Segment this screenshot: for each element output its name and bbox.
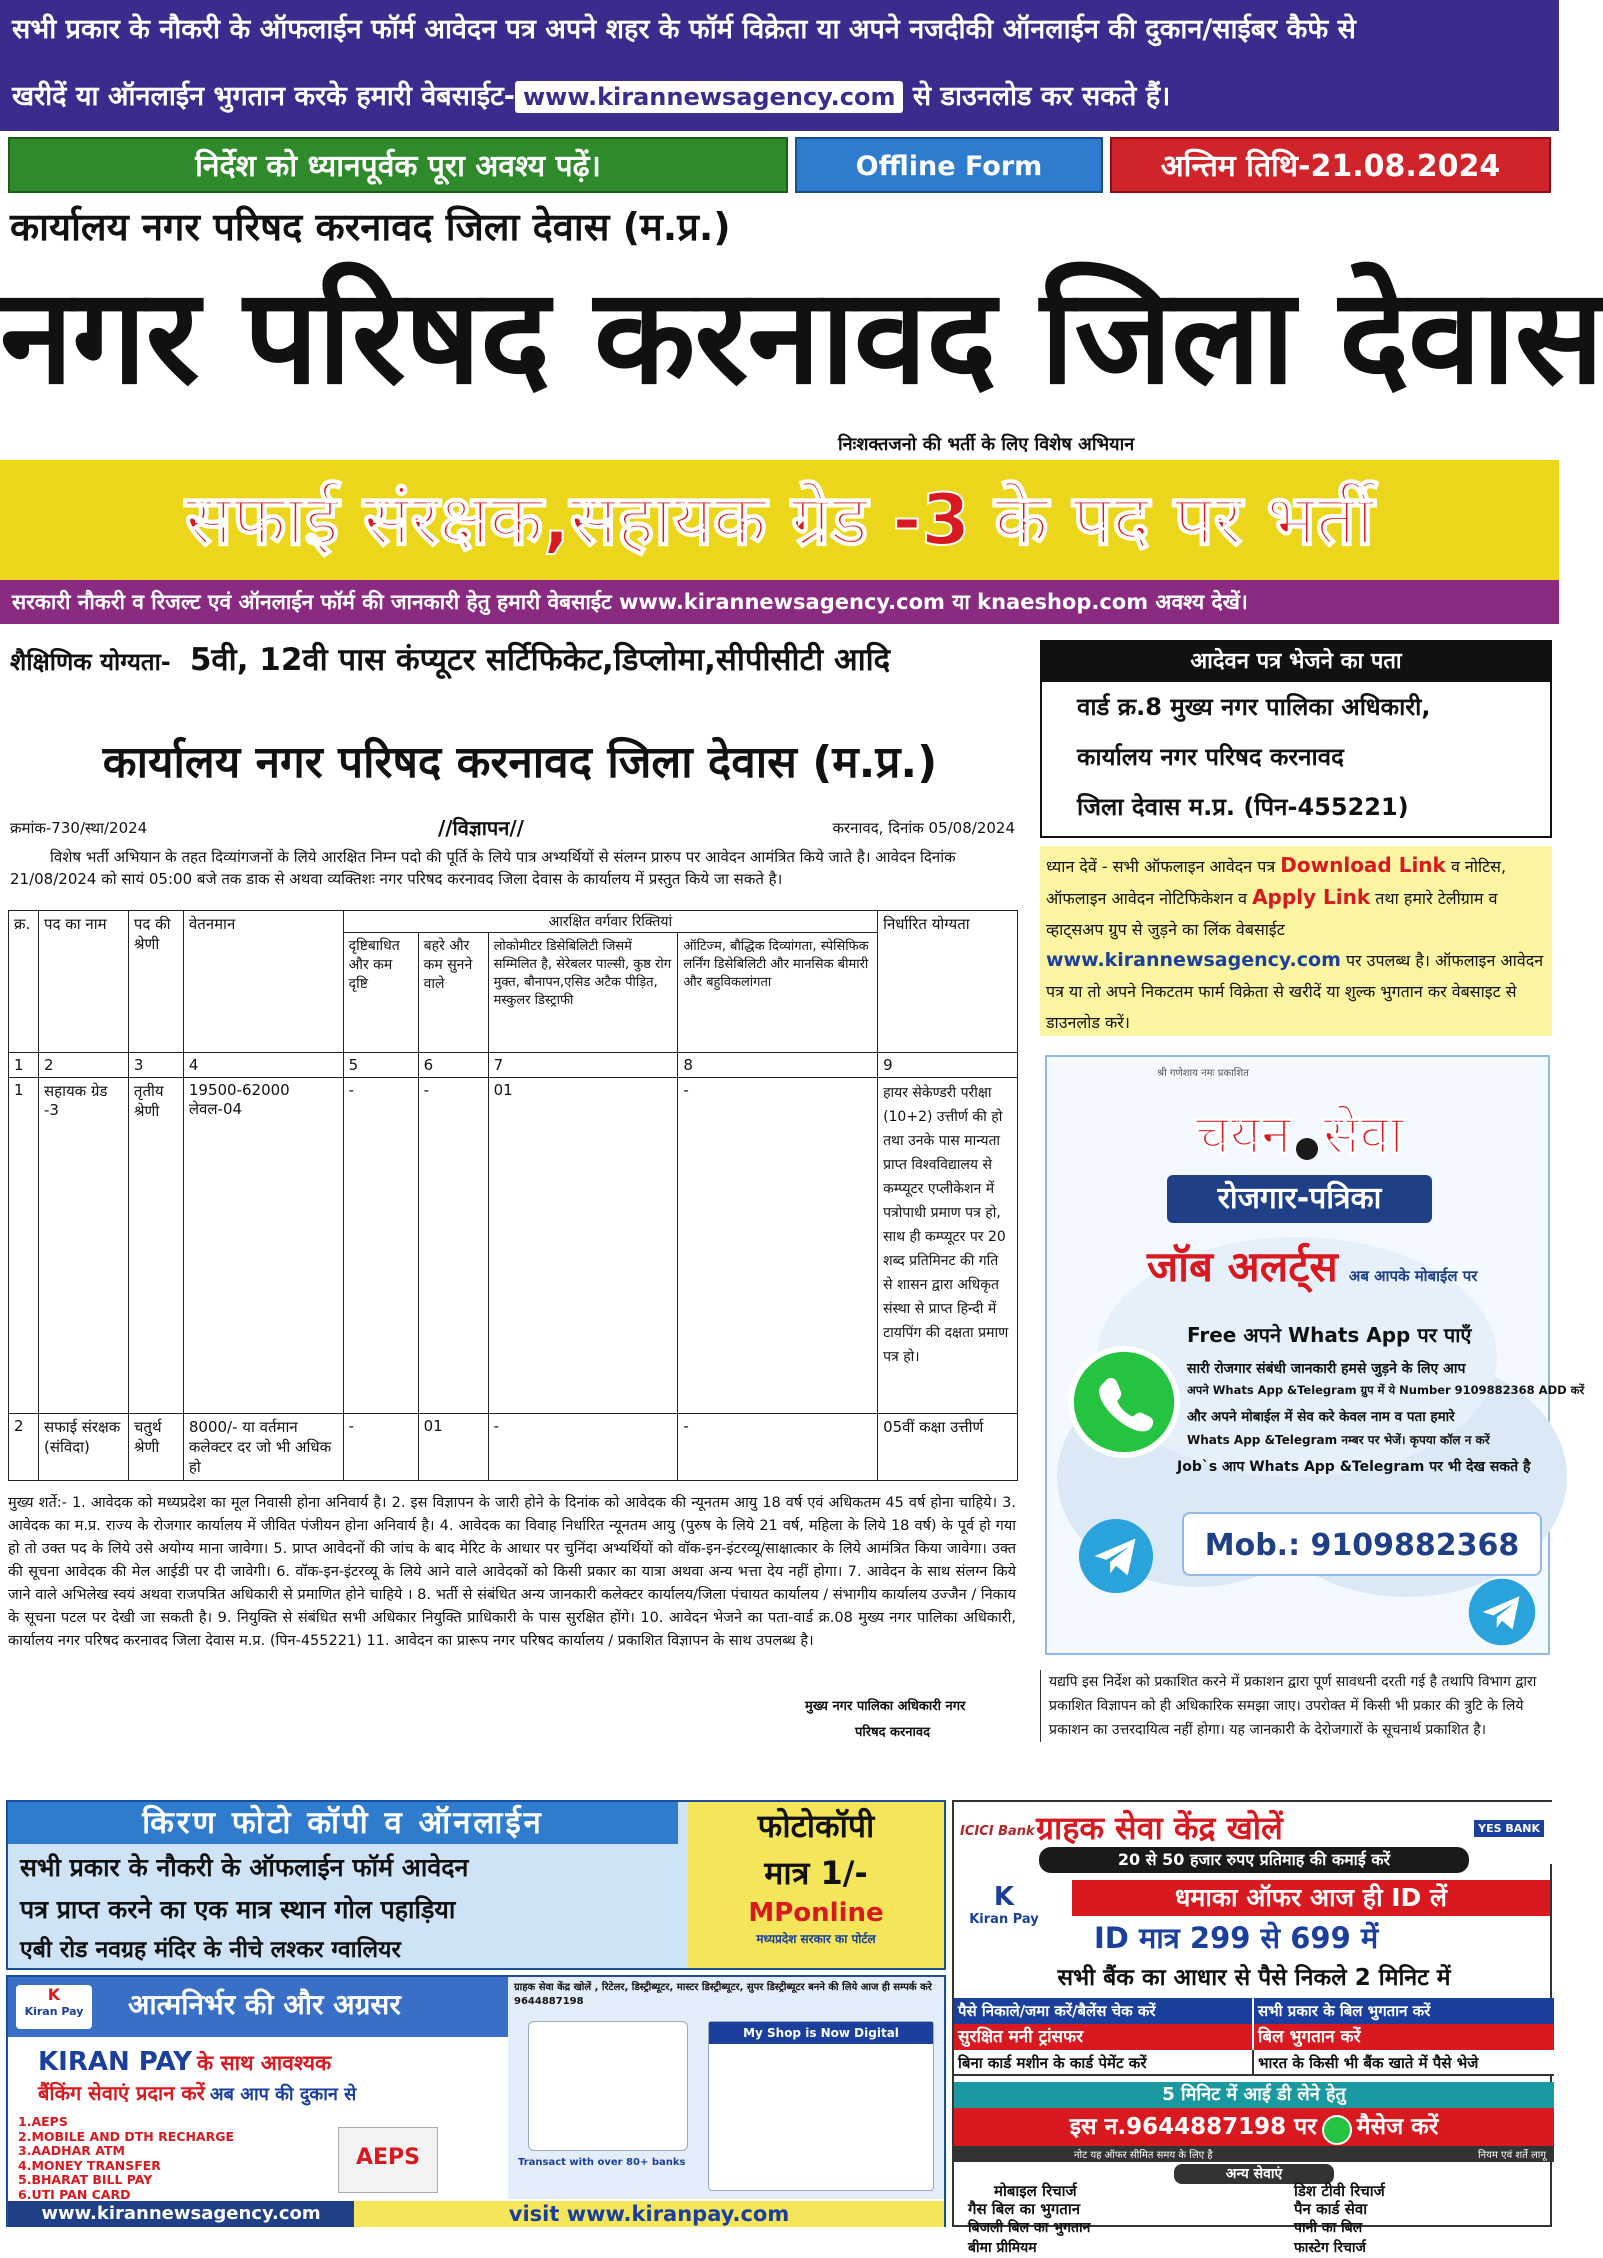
cell-locomotor: 01 (488, 1078, 678, 1414)
top-banner-line2a: खरीदें या ऑनलाईन भुगतान करके हमारी वेबसाईट- (12, 81, 515, 112)
kiranpay-right-panel (508, 1977, 944, 2199)
disclaimer: यद्यपि इस निर्देश को प्रकाशित करने में प्रकाशन द्वारा पूर्ण सावधनी दरती गई है तथापि विभाग द्वारा प्रकाशित विज्ञापन को ही अधिकारिक समझा जाए। उपरोक्त में किसी भी प्रकार की त्रुटि के लिये प्रकाशन का उत्तरदायित्व नहीं होगा। यह जानकारी के देरोजगारों के सूचनार्थ प्रकाशित है। (1040, 1670, 1552, 1742)
chayan-free: Free अपने Whats App पर पाएँ (1187, 1323, 1472, 1347)
kiranpay-with: के साथ आवश्यक (197, 2051, 332, 2075)
kendra-logo (964, 1882, 1044, 1940)
yes-bank-logo: YES BANK (1474, 1820, 1544, 1837)
service-item: मोबाइल रिचार्ज (994, 2182, 1077, 2200)
service-item: बीमा प्रीमियम (968, 2240, 1037, 2256)
attention-text1: ध्यान देवें - सभी ऑफलाइन आवेदन पत्र (1046, 857, 1276, 876)
cell-hearing: 01 (418, 1414, 488, 1481)
notice-sign2: परिषद करनावद (855, 1725, 931, 1740)
cell-post: सफाई संरक्षक (संविदा) (38, 1414, 128, 1481)
chayan-brand-a: चयन (1195, 1103, 1291, 1166)
kendra-cell: बिना कार्ड मशीन के कार्ड पेमेंट करें (954, 2050, 1254, 2074)
kendra-cell: भारत के किसी भी बैंक खाते में पैसे भेजे (1258, 2054, 1479, 2072)
qualification-label: शैक्षिणिक योग्यता- (10, 648, 171, 676)
notice-sign1: मुख्य नगर पालिका अधिकारी नगर (805, 1699, 966, 1714)
kiranpay-ad (6, 1975, 946, 2227)
kendra-note2: नियम एवं शर्ते लागू (1477, 2150, 1546, 2161)
info-strip (0, 580, 1559, 624)
telegram-icon (1467, 1577, 1537, 1647)
list-item: 6.UTI PAN CARD (18, 2186, 131, 2202)
cell-pay: 19500-62000 लेवल-04 (183, 1078, 343, 1414)
kiran-ad-line2: पत्र प्राप्त करने का एक मात्र स्थान गोल पहाड़िया (20, 1895, 456, 1924)
photocopy-price: मात्र 1/- (764, 1854, 868, 1892)
cell-autism: - (678, 1414, 878, 1481)
kiran-ad-line1: सभी प्रकार के नौकरी के ऑफलाईन फॉर्म आवेदन (20, 1853, 469, 1882)
num-cell: 6 (418, 1053, 488, 1078)
kendra-cell: पैसे निकाले/जमा करें/बैलेंस चेक करें (954, 1998, 1254, 2024)
qualification-row (10, 638, 1030, 688)
mponline-sub: मध्यप्रदेश सरकार का पोर्टल (756, 1932, 876, 1946)
list-item: 4.MONEY TRANSFER (18, 2157, 161, 2173)
list-item: 5.BHARAT BILL PAY (18, 2172, 153, 2187)
list-item: 1.AEPS (18, 2114, 68, 2129)
chayan-tiny: श्री गणेशाय नमः प्रकाशित (1157, 1068, 1249, 1079)
cell-category: तृतीय श्रेणी (128, 1078, 183, 1414)
top-banner-line1: सभी प्रकार के नौकरी के ऑफलाईन फॉर्म आवेदन पत्र अपने शहर के फॉर्म विक्रेता या अपने नजदीकी ऑनलाईन की दुकान/साईबर कैफे से (12, 14, 1356, 45)
kiranpay-transact: Transact with over 80+ banks (518, 2157, 686, 2168)
service-item: फास्टेग रिचार्ज (1294, 2240, 1366, 2256)
kiranpay-services-list (18, 2115, 234, 2202)
notice-intro: विशेष भर्ती अभियान के तहत दिव्यांगजनों के लिये आरक्षित निम्न पदो की पूर्ति के लिये पात्र अभ्यर्थियों से संलग्न प्रारुप पर आवेदन आमंत्रित किये जाते है। आवेदन दिनांक 21/08/2024 को सायं 05:00 बजे तक डाक से अथवा व्यक्तिशः नगर परिषद करनावद जिला देवास के कार्यालय में प्रस्तुत किये जा सकते है। (10, 848, 956, 888)
address-line3: जिला देवास म.प्र. (पिन-455221) (1077, 793, 1409, 821)
kendra-aadhar: सभी बैंक का आधार से पैसे निकले 2 मिनिट में (1057, 1965, 1451, 1991)
apply-link[interactable]: Apply Link (1252, 885, 1371, 909)
attention-text3: तथा हमारे टेलीग्राम व व्हाट्सअप ग्रुप से जुड़ने का लिंक वेबसाईट (1046, 889, 1498, 939)
chayan-line4: Whats App &Telegram नम्बर पर भेजें। कृपया कॉल न करें (1187, 1433, 1490, 1447)
kiran-ad-title: किरण फोटो कॉपी व ऑनलाईन (8, 1802, 678, 1844)
service-item: पैन कार्ड सेवा (1294, 2200, 1368, 2218)
kiranpay-logo (16, 1985, 92, 2029)
photocopy-label: फोटोकॉपी (757, 1807, 875, 1845)
chayan-mobile[interactable]: Mob.: 9109882368 (1182, 1512, 1542, 1576)
th-locomotor: लोकोमीटर डिसेबिलिटी जिसमें सम्मिलित है, सेरेबलर पाल्सी, कुष्ठ रोग मुक्त, बौनापन,एसिड अटैक पीड़ित, मस्कुलर डिस्ट्राफी (488, 933, 678, 1053)
attention-text2: व नोटिस, ऑफलाइन आवेदन नोटिफिकेशन व (1046, 857, 1507, 908)
cell-qualification: 05वीं कक्षा उत्तीर्ण (878, 1414, 1018, 1481)
th-autism: ऑटिज्म, बौद्धिक दिव्यांगता, स्पेसिफिक लर्निंग डिसेबिलिटी और मानसिक बीमारी और बहुविकलांगता (678, 933, 878, 1053)
num-cell: 8 (678, 1053, 878, 1078)
cell-post: सहायक ग्रेड -3 (38, 1078, 128, 1414)
list-item: 3.AADHAR ATM (18, 2143, 125, 2158)
kiran-ad-line3: एबी रोड नवग्रह मंदिर के नीचे लश्कर ग्वालियर (20, 1937, 401, 1963)
chayan-seva-ad (1045, 1055, 1585, 1655)
chayan-line1: सारी रोजगार संबंधी जानकारी हमसे जुड़ने के लिए आप (1187, 1361, 1466, 1377)
kendra-cell: बिल भुगतान करें (1258, 2027, 1361, 2047)
last-date-text: अन्तिम तिथि-21.08.2024 (1160, 149, 1501, 184)
th-post: पद का नाम (38, 911, 128, 1053)
kendra-whatsapp-icon (1322, 2115, 1352, 2145)
notice-ref: क्रमांक-730/स्था/2024 (10, 819, 148, 837)
kiranpay-logo-text: Kiran Pay (24, 2005, 84, 2018)
mponline-logo: MPonline (748, 1898, 884, 1928)
chayan-alerts-sub: अब आपके मोबाईल पर (1348, 1267, 1478, 1285)
cell-visual: - (343, 1078, 418, 1414)
kendra-services (954, 2182, 1554, 2258)
kendra-offer: धमाका ऑफर आज ही ID लें (1072, 1880, 1550, 1916)
office-line: कार्यालय नगर परिषद करनावद जिला देवास (म.प्र.) (10, 205, 731, 249)
posts-table (8, 910, 1018, 1481)
campaign-line: निःशक्तजनो की भर्ती के लिए विशेष अभियान (838, 434, 1135, 455)
th-sno: क्र. (9, 911, 39, 1053)
num-cell: 1 (9, 1053, 39, 1078)
th-visual: दृष्टिबाधित और कम दृष्टि (343, 933, 418, 1053)
instruction-text: निर्देश को ध्यानपूर्वक पूरा अवश्य पढ़ें। (195, 149, 601, 184)
service-item: डिश टीवी रिचार्ज (1294, 2182, 1385, 2200)
qualification-value: 5वी, 12वी पास कंप्यूटर सर्टिफिकेट,डिप्लोमा,सीपीसीटी आदि (189, 642, 891, 678)
notice-date: करनावद, दिनांक 05/08/2024 (832, 819, 1015, 837)
post-title-band (0, 460, 1559, 580)
telegram-icon (1077, 1517, 1155, 1595)
num-cell: 4 (183, 1053, 343, 1078)
notice-vigyapan: //विज्ञापन// (438, 816, 524, 840)
post-title: सफाई संरक्षक,सहायक ग्रेड -3 के पद पर भर्ती (185, 479, 1374, 561)
kiranpay-top-text: ग्राहक सेवा केंद्र खोलें , रिटेलर, डिस्ट्रीब्यूटर, मास्टर डिस्ट्रीब्यूटर, सुपर डिस्ट्रीब्यूटर बनने की लिये आज ही सम्पर्क करे 9644887198 (514, 1982, 932, 2007)
service-item: पानी का बिल (1294, 2220, 1363, 2236)
address-line1: वार्ड क्र.8 मुख्य नगर पालिका अधिकारी, (1077, 693, 1431, 721)
kendra-id-price: ID मात्र 299 से 699 में (1094, 1921, 1379, 1955)
grahak-seva-ad (952, 1800, 1552, 2256)
info-strip-text: सरकारी नौकरी व रिजल्ट एवं ऑनलाईन फॉर्म की जानकारी हेतु हमारी वेबसाईट www.kirannewsagency.com या knaeshop.com अवश्य देखें। (12, 590, 1248, 614)
num-cell: 5 (343, 1053, 418, 1078)
shop-digital-card (708, 2021, 934, 2191)
aeps-logo (338, 2127, 438, 2193)
kendra-number[interactable]: इस न.9644887198 पर (1069, 2114, 1317, 2140)
th-hearing: बहरे और कम सुनने वाले (418, 933, 488, 1053)
kendra-grid (954, 1998, 1554, 2076)
kiranpay-shop-line: अब आप की दुकान से (209, 2084, 357, 2105)
num-cell: 3 (128, 1053, 183, 1078)
table-row (9, 1078, 1018, 1414)
download-link[interactable]: Download Link (1280, 853, 1446, 877)
kiranpay-title: आत्मनिर्भर की और अग्रसर (128, 1988, 401, 2021)
th-reserved: आरक्षित वर्गवार रिक्तियां (343, 911, 877, 933)
chayan-line5: Job`s आप Whats App &Telegram पर भी देख सकते है (1177, 1459, 1531, 1475)
cell-hearing: - (418, 1078, 488, 1414)
last-date-badge (1110, 137, 1551, 193)
cell-autism: - (678, 1078, 878, 1414)
top-banner-line2b: से डाउनलोड कर सकते हैं। (912, 81, 1171, 112)
phone-mockup (528, 2021, 688, 2151)
th-category: पद की श्रेणी (128, 911, 183, 1053)
mode-text: Offline Form Submit (855, 151, 1043, 238)
chayan-alerts: जॉब अलर्ट्स (1147, 1242, 1338, 1291)
table-number-row (9, 1053, 1018, 1078)
top-banner-url[interactable]: www.kirannewsagency.com (515, 81, 903, 113)
top-banner (0, 0, 1559, 131)
cell-pay: 8000/- या वर्तमान कलेक्टर दर जो भी अधिक हो (183, 1414, 343, 1481)
service-item: बिजली बिल का भुगतान (968, 2220, 1091, 2236)
kiranpay-name: KIRAN PAY (38, 2047, 192, 2077)
notice-office-title: कार्यालय नगर परिषद करनावद जिला देवास (म.प्र.) (102, 737, 938, 788)
table-row (9, 1414, 1018, 1481)
kendra-cell: सभी प्रकार के बिल भुगतान करें (1258, 2002, 1431, 2020)
kendra-title: ग्राहक सेवा केंद्र खोलें (1036, 1809, 1283, 1847)
kiranpay-k-icon: K (993, 1882, 1015, 1912)
cell-locomotor: - (488, 1414, 678, 1481)
shop-digital-title: My Shop is Now Digital (709, 2022, 933, 2044)
kiranpay-site[interactable]: www.kirannewsagency.com (8, 2201, 354, 2227)
chayan-brand-b: सेवा (1323, 1103, 1404, 1166)
kiran-photocopy-ad (6, 1800, 946, 1970)
num-cell: 9 (878, 1053, 1018, 1078)
chayan-line3: और अपने मोबाईल में सेव करे केवल नाम व पता हमारे (1187, 1409, 1455, 1425)
aeps-text: AEPS (355, 2145, 421, 2170)
kendra-five: 5 मिनिट में आई डी लेने हेतु (954, 2082, 1554, 2108)
th-pay: वेतनमान (183, 911, 343, 1053)
chayan-subtitle: रोजगार-पत्रिका (1167, 1175, 1432, 1223)
cell-sno: 1 (9, 1078, 39, 1414)
attention-text4: पर उपलब्ध है। ऑफलाइन आवेदन पत्र या तो अपने निकटतम फार्म विक्रेता से खरीदें या शुल्क भुगतान कर वेबसाइट से डाउनलोड करें। (1046, 951, 1544, 1032)
cell-qualification: हायर सेकेण्डरी परीक्षा (10+2) उत्तीर्ण की हो तथा उनके पास मान्यता प्राप्त विश्वविद्यालय से कम्प्यूटर एप्लीकेशन में पत्रोपाधी प्रमाण पत्र हो, साथ ही कम्प्यूटर पर 20 शब्द प्रतिमिनट की गति से शासन द्वारा अधिकृत संस्था से प्राप्त हिन्दी में टायपिंग की दक्षता प्रमाण पत्र हो। (878, 1078, 1018, 1414)
mode-badge (795, 137, 1103, 238)
num-cell: 2 (38, 1053, 128, 1078)
address-line2: कार्यालय नगर परिषद करनावद (1077, 743, 1344, 771)
kendra-msg: मैसेज करें (1356, 2114, 1439, 2140)
kendra-logo-text: Kiran Pay (969, 1912, 1039, 1927)
th-qualification: निर्धारित योग्यता (878, 911, 1018, 1053)
attention-site-link[interactable]: www.kirannewsagency.com (1046, 949, 1341, 971)
kiranpay-visit[interactable]: visit www.kiranpay.com (354, 2201, 944, 2227)
cell-category: चतुर्थ श्रेणी (128, 1414, 183, 1481)
notice-conditions: मुख्य शर्ते:- 1. आवेदक को मध्यप्रदेश का मूल निवासी होना अनिवार्य है। 2. इस विज्ञापन के जारी होने के दिनांक को आवेदक की न्यूनतम आयु 18 वर्ष एवं अधिकतम 45 वर्ष होना चाहिये। 3. आवेदक का म.प्र. राज्य के रोजगार कार्यालय में जीवित पंजीयन होना अनिवार्य है। 4. आवेदक का विवाह निर्धारित न्यूनतम आयु (पुरुष के लिये 21 वर्ष, महिला के लिये 18 वर्ष) के पूर्व हो गया हो तो उक्त पद के लिये उसे अयोग्य माना जावेगा। 5. प्राप्त आवेदनों की जांच के बाद मेरिट के आधार पर चुनिंदा अभ्यर्थियों को वॉक-इन-इंटरव्यू/साक्षात्कार के लिये आमंत्रित किया जावेगा। उक्त की सूचना आवेदक की मेल आईडी पर दी जावेगी। 6. वॉक-इन-इंटरव्यू के लिये आने वाले आवेदकों को किसी प्रकार का यात्रा अथवा अन्य भत्ता देय नहीं होगा। 7. आवेदन के साथ संलग्न किये जाने वाले अभिलेख स्वयं अथवा राजपत्रित अधिकारी से प्रमाणित होने चाहिये । 8. भर्ती से संबंधित अन्य जानकारी कलेक्टर कार्यालय/जिला पंचायत कार्यालय / संभागीय कार्यालय उज्जैन / निकाय के सूचना पटल पर देखी जा सकती है। 9. नियुक्ति से संबंधित सभी अधिकार नियुक्ति प्राधिकारी के पास सुरक्षित होंगे। 10. आवेदन भेजने का पता-वार्ड क्र.08 मुख्य नगर पालिका अधिकारी, कार्यालय नगर परिषद करनावद जिला देवास म.प्र. (पिन-455221) 11. आवेदन का प्रारूप नगर परिषद कार्यालय / प्रकाशित विज्ञापन के साथ उपलब्ध है। (8, 1495, 1016, 1649)
kiranpay-services-line: बैंकिंग सेवाएं प्रदान करें (38, 2081, 205, 2105)
kendra-cell: सुरक्षित मनी ट्रांसफर (954, 2024, 1254, 2050)
whatsapp-icon (1065, 1343, 1183, 1461)
address-title: आदेवन पत्र भेजने का पता (1042, 642, 1550, 682)
list-item: 2.MOBILE AND DTH RECHARGE (18, 2128, 235, 2144)
icici-logo: ICICI Bank (960, 1824, 1035, 1839)
attention-box (1040, 846, 1552, 1036)
kendra-earn: 20 से 50 हजार रुपए प्रतिमाह की कमाई करें (1039, 1847, 1469, 1873)
kendra-note: नोट यह ऑफर सीमित समय के लिए है (1074, 2150, 1213, 2161)
num-cell: 7 (488, 1053, 678, 1078)
instruction-bar (8, 137, 788, 193)
cell-visual: - (343, 1414, 418, 1481)
service-item: गैस बिल का भुगतान (968, 2200, 1081, 2218)
kiranpay-logo-icon: K (47, 1985, 61, 2004)
address-box (1040, 640, 1552, 838)
photocopy-panel (688, 1802, 944, 1968)
chayan-line2: अपने Whats App &Telegram ग्रुप में ये Number 9109882368 ADD करें (1187, 1383, 1585, 1397)
cell-sno: 2 (9, 1414, 39, 1481)
logo-seal-icon (1296, 1138, 1318, 1160)
main-title: नगर परिषद करनावद जिला देवास (0, 260, 1603, 414)
kendra-other: अन्य सेवाएं (1174, 2164, 1334, 2184)
